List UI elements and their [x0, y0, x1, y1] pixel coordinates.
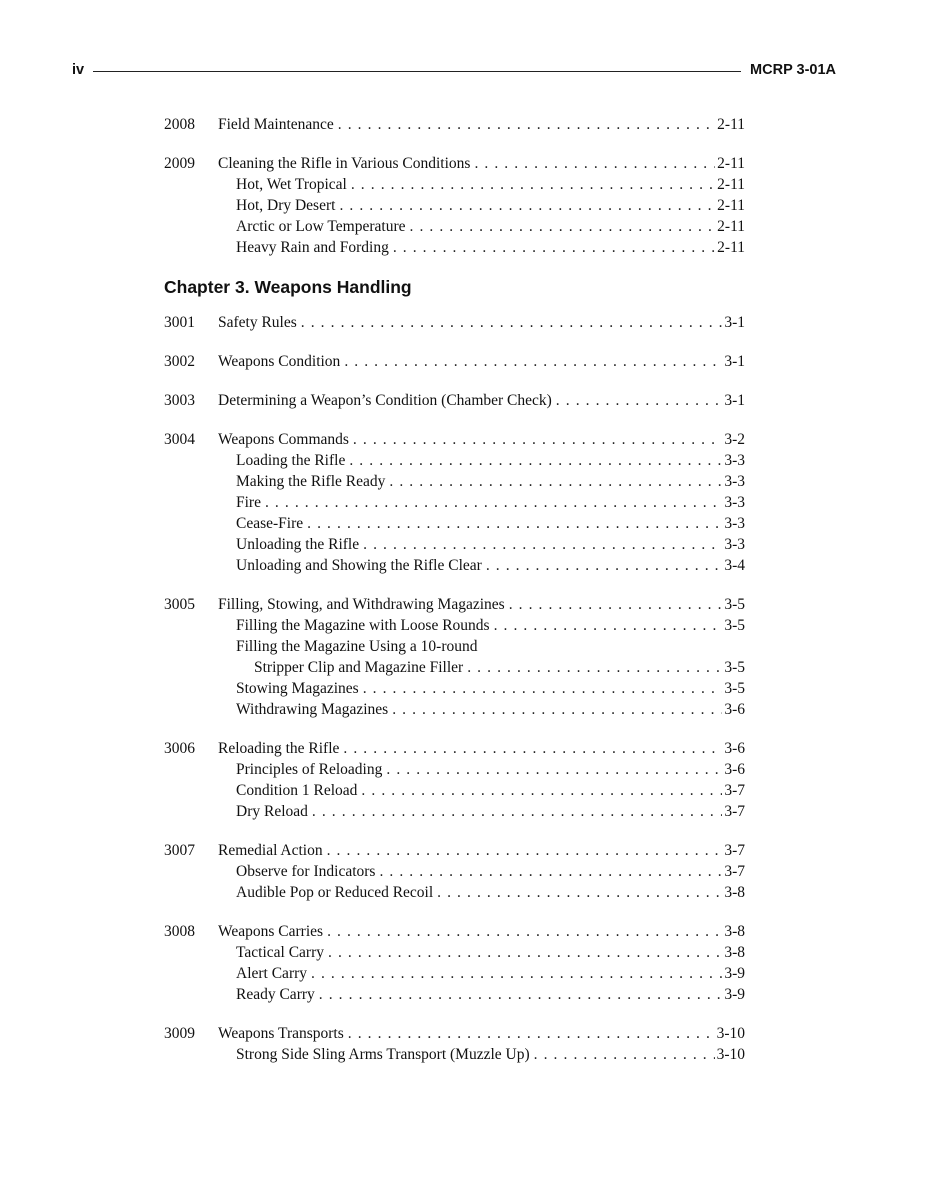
document-id: MCRP 3-01A [750, 62, 836, 78]
toc-subentry [164, 216, 745, 237]
section-number: 3001 [164, 314, 195, 331]
toc-subentry [164, 882, 745, 903]
entry-title: Audible Pop or Reduced Recoil [236, 884, 434, 901]
section-number: 2009 [164, 155, 195, 172]
page-ref: 3-8 [724, 923, 745, 940]
entry-title: Making the Rifle Ready [236, 473, 386, 490]
entry-title: Hot, Wet Tropical [236, 176, 347, 193]
section-number: 3003 [164, 392, 195, 409]
toc-entry [164, 114, 745, 135]
entry-title: Filling the Magazine with Loose Rounds [236, 617, 490, 634]
entry-title: Weapons Commands [218, 431, 349, 448]
toc-entry [164, 429, 745, 450]
page-ref: 3-3 [724, 473, 745, 490]
toc-entry [164, 840, 745, 861]
entry-title: Condition 1 Reload [236, 782, 358, 799]
toc-subentry [164, 678, 745, 699]
entry-title: Dry Reload [236, 803, 308, 820]
page-ref: 3-6 [724, 761, 745, 778]
entry-title: Alert Carry [236, 965, 308, 982]
dot-leader [338, 114, 715, 135]
entry-title: Reloading the Rifle [218, 740, 340, 757]
section-number: 2008 [164, 116, 195, 133]
dot-leader [437, 882, 722, 903]
entry-title: Unloading the Rifle [236, 536, 360, 553]
entry-title: Strong Side Sling Arms Transport (Muzzle Up) [236, 1046, 530, 1063]
dot-leader [363, 678, 723, 699]
dot-leader [386, 759, 722, 780]
page-ref: 3-1 [724, 314, 745, 331]
page-ref: 3-3 [724, 536, 745, 553]
page-ref: 2-11 [717, 116, 745, 133]
entry-title: Fire [236, 494, 261, 511]
chapter-heading: Chapter 3. Weapons Handling [164, 277, 412, 297]
page-ref: 3-5 [724, 596, 745, 613]
section-number: 3005 [164, 596, 195, 613]
dot-leader [343, 738, 722, 759]
toc-section [164, 153, 745, 258]
entry-title: Weapons Transports [218, 1025, 344, 1042]
toc-subentry [164, 471, 745, 492]
toc-section [164, 594, 745, 720]
entry-title: Field Maintenance [218, 116, 334, 133]
dot-leader [348, 1023, 715, 1044]
toc-subentry [164, 534, 745, 555]
dot-leader [534, 1044, 715, 1065]
page-ref: 3-5 [724, 617, 745, 634]
page-ref: 3-8 [724, 884, 745, 901]
dot-leader [556, 390, 723, 411]
dot-leader [474, 153, 715, 174]
toc-group-chapter-3 [164, 312, 745, 1065]
toc-section [164, 390, 745, 411]
entry-title: Hot, Dry Desert [236, 197, 336, 214]
toc-entry [164, 312, 745, 333]
page-ref: 3-3 [724, 452, 745, 469]
page-ref: 3-10 [716, 1025, 745, 1042]
page-ref: 3-10 [716, 1046, 745, 1063]
page-ref: 3-3 [724, 494, 745, 511]
dot-leader [509, 594, 723, 615]
dot-leader [351, 174, 715, 195]
toc-subentry [164, 237, 745, 258]
toc-entry [164, 738, 745, 759]
page-ref: 3-1 [724, 353, 745, 370]
toc-subentry-continued [164, 657, 745, 678]
dot-leader [328, 942, 722, 963]
toc-section [164, 312, 745, 333]
dot-leader [389, 471, 722, 492]
dot-leader [265, 492, 722, 513]
toc-subentry [164, 555, 745, 576]
page-ref: 2-11 [717, 155, 745, 172]
table-of-contents [164, 114, 745, 1083]
page-ref: 3-3 [724, 515, 745, 532]
header-rule [93, 71, 741, 72]
toc-entry [164, 921, 745, 942]
section-number: 3009 [164, 1025, 195, 1042]
page-ref: 2-11 [717, 197, 745, 214]
page-ref: 3-6 [724, 701, 745, 718]
dot-leader [349, 450, 722, 471]
page-ref: 3-9 [724, 965, 745, 982]
dot-leader [363, 534, 722, 555]
toc-section [164, 351, 745, 372]
page-ref: 3-7 [724, 863, 745, 880]
dot-leader [311, 963, 722, 984]
entry-title: Loading the Rifle [236, 452, 346, 469]
toc-subentry [164, 942, 745, 963]
page-ref: 2-11 [717, 218, 745, 235]
dot-leader [344, 351, 722, 372]
dot-leader [361, 780, 722, 801]
page-number: iv [72, 62, 85, 78]
entry-title: Stripper Clip and Magazine Filler [254, 659, 464, 676]
toc-entry [164, 1023, 745, 1044]
dot-leader [301, 312, 723, 333]
toc-subentry [164, 492, 745, 513]
toc-section [164, 840, 745, 903]
toc-subentry [164, 450, 745, 471]
toc-subentry [164, 984, 745, 1005]
entry-title: Heavy Rain and Fording [236, 239, 389, 256]
entry-title: Arctic or Low Temperature [236, 218, 406, 235]
toc-group-chapter-2 [164, 114, 745, 258]
toc-subentry [164, 195, 745, 216]
toc-subentry [164, 963, 745, 984]
toc-entry [164, 351, 745, 372]
dot-leader [327, 840, 723, 861]
page-ref: 3-5 [724, 680, 745, 697]
page-ref: 3-9 [724, 986, 745, 1003]
page-ref: 3-6 [724, 740, 745, 757]
dot-leader [494, 615, 723, 636]
entry-title: Safety Rules [218, 314, 297, 331]
toc-subentry [164, 1044, 745, 1065]
page-ref: 3-4 [724, 557, 745, 574]
dot-leader [393, 237, 715, 258]
toc-subentry [164, 780, 745, 801]
dot-leader [467, 657, 722, 678]
page-ref: 3-7 [724, 782, 745, 799]
page-ref: 3-7 [724, 803, 745, 820]
toc-section [164, 738, 745, 822]
entry-title: Unloading and Showing the Rifle Clear [236, 557, 482, 574]
entry-title: Cleaning the Rifle in Various Conditions [218, 155, 471, 172]
dot-leader [319, 984, 723, 1005]
section-number: 3007 [164, 842, 195, 859]
entry-title: Tactical Carry [236, 944, 324, 961]
toc-section [164, 114, 745, 135]
toc-entry [164, 390, 745, 411]
page-ref: 3-1 [724, 392, 745, 409]
toc-section [164, 429, 745, 576]
dot-leader [312, 801, 722, 822]
entry-title: Principles of Reloading [236, 761, 383, 778]
entry-title: Weapons Carries [218, 923, 324, 940]
page-ref: 3-8 [724, 944, 745, 961]
dot-leader [486, 555, 723, 576]
toc-subentry [164, 513, 745, 534]
dot-leader [410, 216, 716, 237]
entry-title: Weapons Condition [218, 353, 341, 370]
dot-leader [379, 861, 722, 882]
toc-subentry [164, 174, 745, 195]
section-number: 3008 [164, 923, 195, 940]
toc-entry [164, 153, 745, 174]
toc-subentry [164, 615, 745, 636]
entry-title: Ready Carry [236, 986, 315, 1003]
entry-title: Withdrawing Magazines [236, 701, 389, 718]
entry-title: Determining a Weapon’s Condition (Chamber Check) [218, 392, 552, 409]
section-number: 3006 [164, 740, 195, 757]
dot-leader [307, 513, 722, 534]
page-ref: 2-11 [717, 239, 745, 256]
entry-title: Filling, Stowing, and Withdrawing Magazines [218, 596, 505, 613]
toc-section [164, 921, 745, 1005]
page-ref: 3-2 [724, 431, 745, 448]
dot-leader [353, 429, 722, 450]
entry-title: Remedial Action [218, 842, 323, 859]
toc-entry [164, 594, 745, 615]
entry-title: Observe for Indicators [236, 863, 376, 880]
toc-subentry [164, 759, 745, 780]
toc-section [164, 1023, 745, 1065]
toc-subentry [164, 699, 745, 720]
page-ref: 3-7 [724, 842, 745, 859]
page-ref: 2-11 [717, 176, 745, 193]
dot-leader [327, 921, 722, 942]
section-number: 3002 [164, 353, 195, 370]
dot-leader [392, 699, 722, 720]
page-header [72, 59, 836, 81]
toc-subentry [164, 801, 745, 822]
section-number: 3004 [164, 431, 195, 448]
entry-title: Filling the Magazine Using a 10-round [236, 638, 478, 655]
entry-title: Stowing Magazines [236, 680, 359, 697]
toc-subentry [164, 636, 745, 657]
toc-subentry [164, 861, 745, 882]
dot-leader [339, 195, 715, 216]
page-ref: 3-5 [724, 659, 745, 676]
entry-title: Cease-Fire [236, 515, 304, 532]
